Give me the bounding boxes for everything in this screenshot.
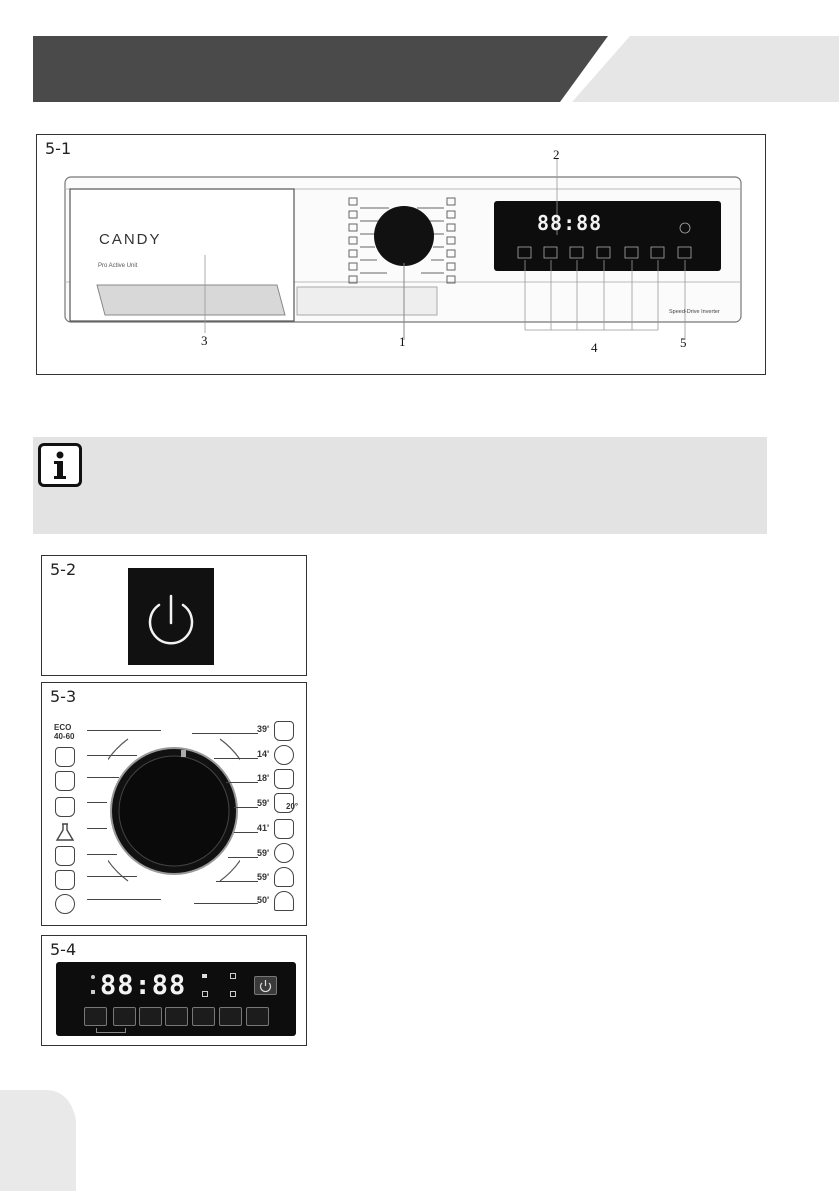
leader-line	[87, 828, 107, 829]
program-time: 59'	[257, 798, 270, 808]
program-icon	[55, 846, 75, 866]
program-icon	[274, 745, 294, 765]
figure-5-3	[41, 682, 307, 926]
program-time: 39'	[257, 724, 270, 734]
power-icon	[255, 977, 276, 994]
callout-2: 2	[553, 147, 560, 162]
program-icon	[55, 747, 75, 767]
option-button[interactable]	[192, 1007, 215, 1026]
option-button[interactable]	[219, 1007, 242, 1026]
program-eco-label	[54, 723, 74, 741]
drawer-text: Pro Active Unit	[98, 263, 138, 269]
option-button[interactable]	[165, 1007, 188, 1026]
indicator-icon	[230, 991, 236, 997]
leader-line	[214, 758, 258, 759]
program-time: 18'	[257, 773, 270, 783]
badge-20: 20°	[286, 802, 299, 811]
leader-line	[234, 832, 258, 833]
program-icon	[274, 769, 294, 789]
leader-line	[87, 899, 161, 900]
temperature-button[interactable]	[113, 1007, 136, 1026]
figure-5-4	[41, 935, 307, 1046]
program-time: 59'	[257, 872, 270, 882]
program-icon	[55, 870, 75, 890]
wrench-indicator-icon	[91, 990, 95, 994]
clock-indicator-icon	[91, 975, 95, 979]
display-time: 88:88	[100, 970, 187, 1001]
badge-text: Speed-Drive Inverter	[669, 309, 720, 315]
delay-button[interactable]	[84, 1007, 107, 1026]
program-icon	[274, 843, 294, 863]
leader-line	[234, 807, 258, 808]
indicator-icon	[202, 974, 207, 978]
figure-5-2	[41, 555, 307, 676]
program-icon	[274, 819, 294, 839]
program-time: 50'	[257, 895, 270, 905]
info-box	[33, 437, 767, 534]
button-group-bracket	[96, 1028, 126, 1033]
info-icon	[38, 443, 82, 487]
program-icon	[55, 822, 75, 842]
leader-line	[228, 857, 258, 858]
brand-logo: CANDY	[99, 231, 162, 248]
program-icon	[55, 771, 75, 791]
display-time: 88:88	[537, 211, 603, 235]
callout-1: 1	[399, 334, 406, 349]
callout-5: 5	[680, 335, 687, 350]
power-button-closeup	[128, 568, 214, 665]
indicator-icon	[230, 973, 236, 979]
power-icon	[128, 568, 214, 665]
washer-front-panel	[37, 135, 767, 376]
program-icon	[274, 867, 294, 887]
figure-label: 5-3	[50, 687, 77, 706]
control-panel-closeup	[56, 962, 296, 1036]
program-icon	[55, 894, 75, 914]
leader-line	[192, 733, 258, 734]
program-time: 41'	[257, 823, 270, 833]
eco-line2: 40-60	[54, 732, 75, 741]
figure-label: 5-2	[50, 560, 77, 579]
indicator-icon	[202, 991, 208, 997]
program-icon	[274, 891, 294, 911]
callout-4: 4	[591, 340, 598, 355]
leader-line	[216, 881, 258, 882]
start-pause-button[interactable]	[246, 1007, 269, 1026]
figure-5-1	[36, 134, 766, 375]
program-icon	[55, 797, 75, 817]
program-icon	[274, 721, 294, 741]
figure-label: 5-1	[45, 139, 72, 158]
spin-button[interactable]	[139, 1007, 162, 1026]
program-time: 14'	[257, 749, 270, 759]
leader-line	[87, 802, 107, 803]
callout-3: 3	[201, 333, 208, 348]
leader-line	[194, 903, 258, 904]
program-time: 59'	[257, 848, 270, 858]
program-dial	[108, 721, 240, 891]
eco-line1: ECO	[54, 723, 72, 732]
figure-label: 5-4	[50, 940, 77, 959]
leader-line	[226, 782, 258, 783]
page-header-band	[0, 0, 839, 110]
power-button[interactable]	[254, 976, 277, 995]
page-corner-tab	[0, 1080, 90, 1191]
